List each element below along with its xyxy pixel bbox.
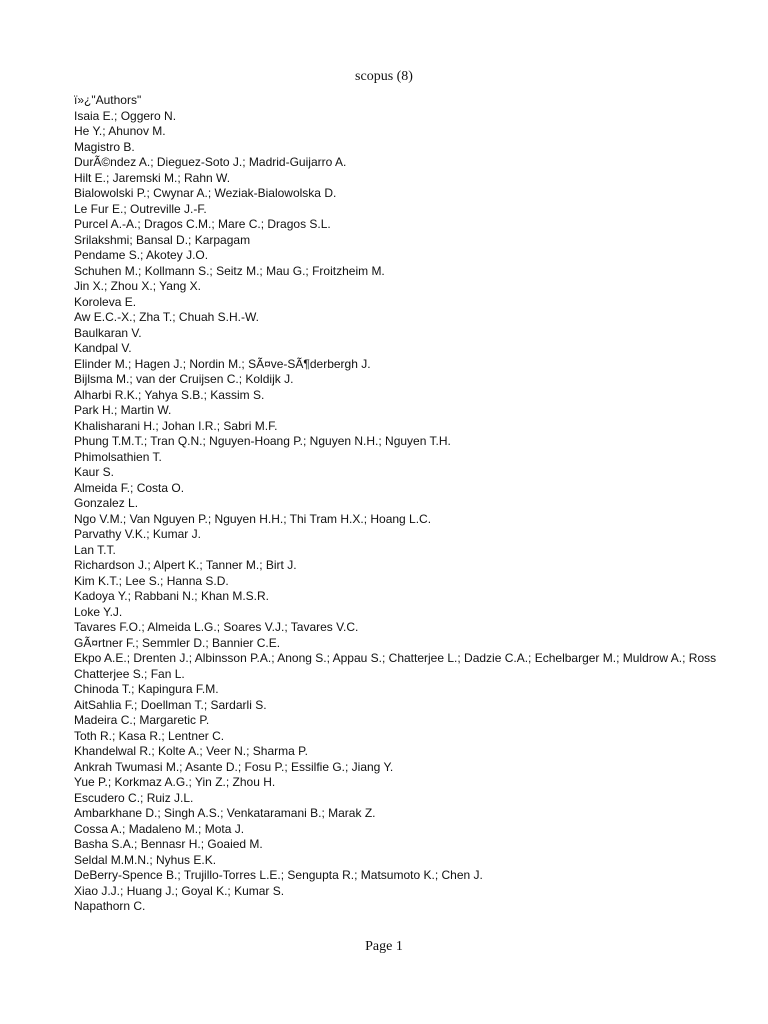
author-row: Ekpo A.E.; Drenten J.; Albinsson P.A.; Anong S.; Appau S.; Chatterjee L.; Dadzie C.A.; Echelbarger M.; Muldrow A.; Ross — [74, 651, 717, 665]
author-row: Hilt E.; Jaremski M.; Rahn W. — [74, 170, 231, 185]
author-row: Magistro B. — [74, 139, 135, 154]
author-row: DeBerry-Spence B.; Trujillo-Torres L.E.; Sengupta R.; Matsumoto K.; Chen J. — [74, 868, 483, 882]
author-row: Srilakshmi; Bansal D.; Karpagam — [74, 232, 251, 247]
author-row: Kim K.T.; Lee S.; Hanna S.D. — [74, 573, 229, 588]
author-row: Phimolsathien T. — [74, 449, 162, 464]
author-row: Kaur S. — [74, 465, 115, 479]
author-list — [74, 93, 768, 915]
author-row: Chinoda T.; Kapingura F.M. — [74, 682, 219, 696]
author-row: Tavares F.O.; Almeida L.G.; Soares V.J.; Tavares V.C. — [74, 620, 359, 634]
author-row: AitSahlia F.; Doellman T.; Sardarli S. — [74, 697, 267, 712]
author-row: Yue P.; Korkmaz A.G.; Yin Z.; Zhou H. — [74, 775, 276, 789]
author-row: Baulkaran V. — [74, 325, 142, 340]
author-row: Kandpal V. — [74, 341, 132, 355]
author-row: Purcel A.-A.; Dragos C.M.; Mare C.; Dragos S.L. — [74, 217, 331, 231]
author-row: Elinder M.; Hagen J.; Nordin M.; SÃ¤ve-SÃ¶derbergh J. — [74, 356, 371, 371]
author-row: Loke Y.J. — [74, 604, 123, 619]
author-row: Gonzalez L. — [74, 496, 139, 510]
author-row: Seldal M.M.N.; Nyhus E.K. — [74, 852, 217, 867]
author-row: Schuhen M.; Kollmann S.; Seitz M.; Mau G.; Froitzheim M. — [74, 263, 385, 278]
author-row: Koroleva E. — [74, 294, 137, 309]
author-row: Richardson J.; Alpert K.; Tanner M.; Birt J. — [74, 558, 297, 572]
author-row: Alharbi R.K.; Yahya S.B.; Kassim S. — [74, 387, 265, 402]
author-row: Le Fur E.; Outreville J.-F. — [74, 201, 207, 216]
author-row: Chatterjee S.; Fan L. — [74, 666, 185, 681]
author-row: Ambarkhane D.; Singh A.S.; Venkataramani B.; Marak Z. — [74, 806, 376, 820]
author-row: Kadoya Y.; Rabbani N.; Khan M.S.R. — [74, 589, 270, 603]
author-row: Basha S.A.; Bennasr H.; Goaied M. — [74, 837, 263, 851]
author-row: He Y.; Ahunov M. — [74, 124, 166, 138]
document-title: scopus (8) — [355, 69, 413, 84]
author-row: Pendame S.; Akotey J.O. — [74, 248, 209, 262]
author-row: Almeida F.; Costa O. — [74, 480, 185, 495]
author-row: Phung T.M.T.; Tran Q.N.; Nguyen-Hoang P.; Nguyen N.H.; Nguyen T.H. — [74, 434, 451, 448]
author-row: GÃ¤rtner F.; Semmler D.; Bannier C.E. — [74, 635, 281, 650]
author-row: Escudero C.; Ruiz J.L. — [74, 790, 194, 805]
author-row: Khalisharani H.; Johan I.R.; Sabri M.F. — [74, 418, 278, 433]
author-row: Aw E.C.-X.; Zha T.; Chuah S.H.-W. — [74, 310, 259, 324]
author-row: Cossa A.; Madaleno M.; Mota J. — [74, 821, 245, 836]
author-row: Toth R.; Kasa R.; Lentner C. — [74, 728, 225, 743]
author-row: Bialowolski P.; Cwynar A.; Weziak-Bialowolska D. — [74, 186, 337, 200]
author-row: Ankrah Twumasi M.; Asante D.; Fosu P.; Essilfie G.; Jiang Y. — [74, 759, 394, 774]
author-row: Napathorn C. — [74, 899, 146, 913]
author-row: Isaia E.; Oggero N. — [74, 108, 177, 123]
author-row: Madeira C.; Margaretic P. — [74, 713, 210, 727]
author-row: Ngo V.M.; Van Nguyen P.; Nguyen H.H.; Thi Tram H.X.; Hoang L.C. — [74, 511, 432, 526]
author-row: ï»¿"Authors" — [74, 93, 142, 107]
author-row: DurÃ©ndez A.; Dieguez-Soto J.; Madrid-Guijarro A. — [74, 155, 347, 169]
author-row: Jin X.; Zhou X.; Yang X. — [74, 279, 201, 293]
author-row: Lan T.T. — [74, 542, 116, 557]
author-row: Khandelwal R.; Kolte A.; Veer N.; Sharma P. — [74, 744, 308, 758]
author-row: Parvathy V.K.; Kumar J. — [74, 527, 201, 541]
page-number: Page 1 — [365, 939, 403, 954]
author-row: Bijlsma M.; van der Cruijsen C.; Koldijk J. — [74, 372, 294, 386]
author-row: Xiao J.J.; Huang J.; Goyal K.; Kumar S. — [74, 883, 285, 898]
author-row: Park H.; Martin W. — [74, 403, 172, 417]
